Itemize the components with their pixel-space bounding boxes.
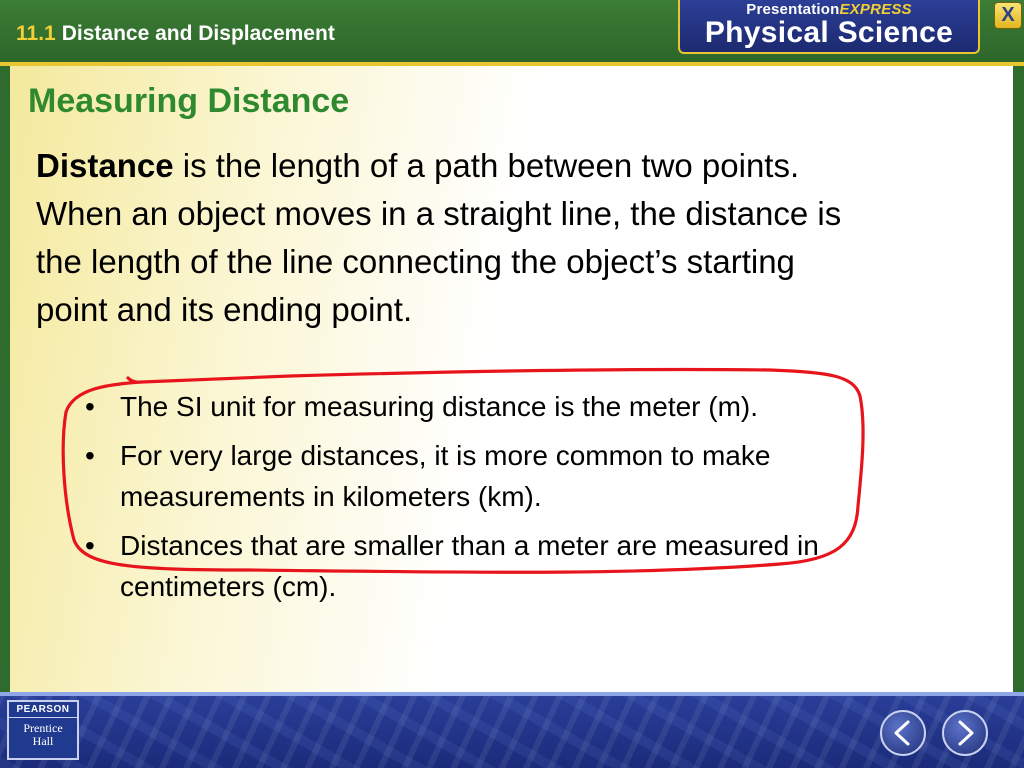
next-slide-button[interactable]	[942, 710, 988, 756]
definition-text: is the length of a path between two points. When an object moves in a straight line, the distance is the length of the line connecting the object’s starting point and its ending point.	[36, 147, 842, 328]
logo-line-1: Prentice	[23, 721, 63, 735]
list-item	[85, 386, 845, 427]
logo-top-text: PEARSON	[9, 704, 77, 718]
footer-bar	[0, 692, 1024, 768]
chevron-right-icon	[944, 712, 986, 754]
definition-paragraph	[36, 142, 846, 334]
brand-highlight: EXPRESS	[839, 1, 912, 18]
header-bar	[0, 0, 1024, 66]
section-heading	[16, 22, 335, 46]
list-item	[85, 435, 845, 517]
section-title: Distance and Displacement	[61, 22, 335, 45]
brand-title: Physical Science	[704, 16, 954, 49]
section-number: 11.1	[16, 22, 56, 45]
slide-content	[10, 66, 1013, 692]
bullet-icon: •	[85, 440, 95, 471]
logo-main-text	[9, 722, 77, 748]
bullet-text: The SI unit for measuring distance is the meter (m).	[120, 391, 759, 422]
brand-prefix: Presentation	[746, 1, 840, 18]
bullet-text: Distances that are smaller than a meter are measured in centimeters (cm).	[120, 530, 819, 602]
presentation-express-logo	[678, 0, 980, 54]
footer-divider	[0, 692, 1024, 696]
chevron-left-icon	[882, 712, 924, 754]
definition-term: Distance	[36, 147, 174, 184]
slide-title: Measuring Distance	[28, 82, 350, 120]
list-item	[85, 525, 845, 607]
bullet-list	[85, 386, 845, 615]
bullet-icon: •	[85, 391, 95, 422]
bullet-icon: •	[85, 530, 95, 561]
previous-slide-button[interactable]	[880, 710, 926, 756]
pearson-logo	[7, 700, 79, 760]
logo-line-2: Hall	[32, 734, 54, 748]
close-button[interactable]: X	[994, 2, 1022, 29]
bullet-text: For very large distances, it is more common to make measurements in kilometers (km).	[120, 440, 771, 512]
